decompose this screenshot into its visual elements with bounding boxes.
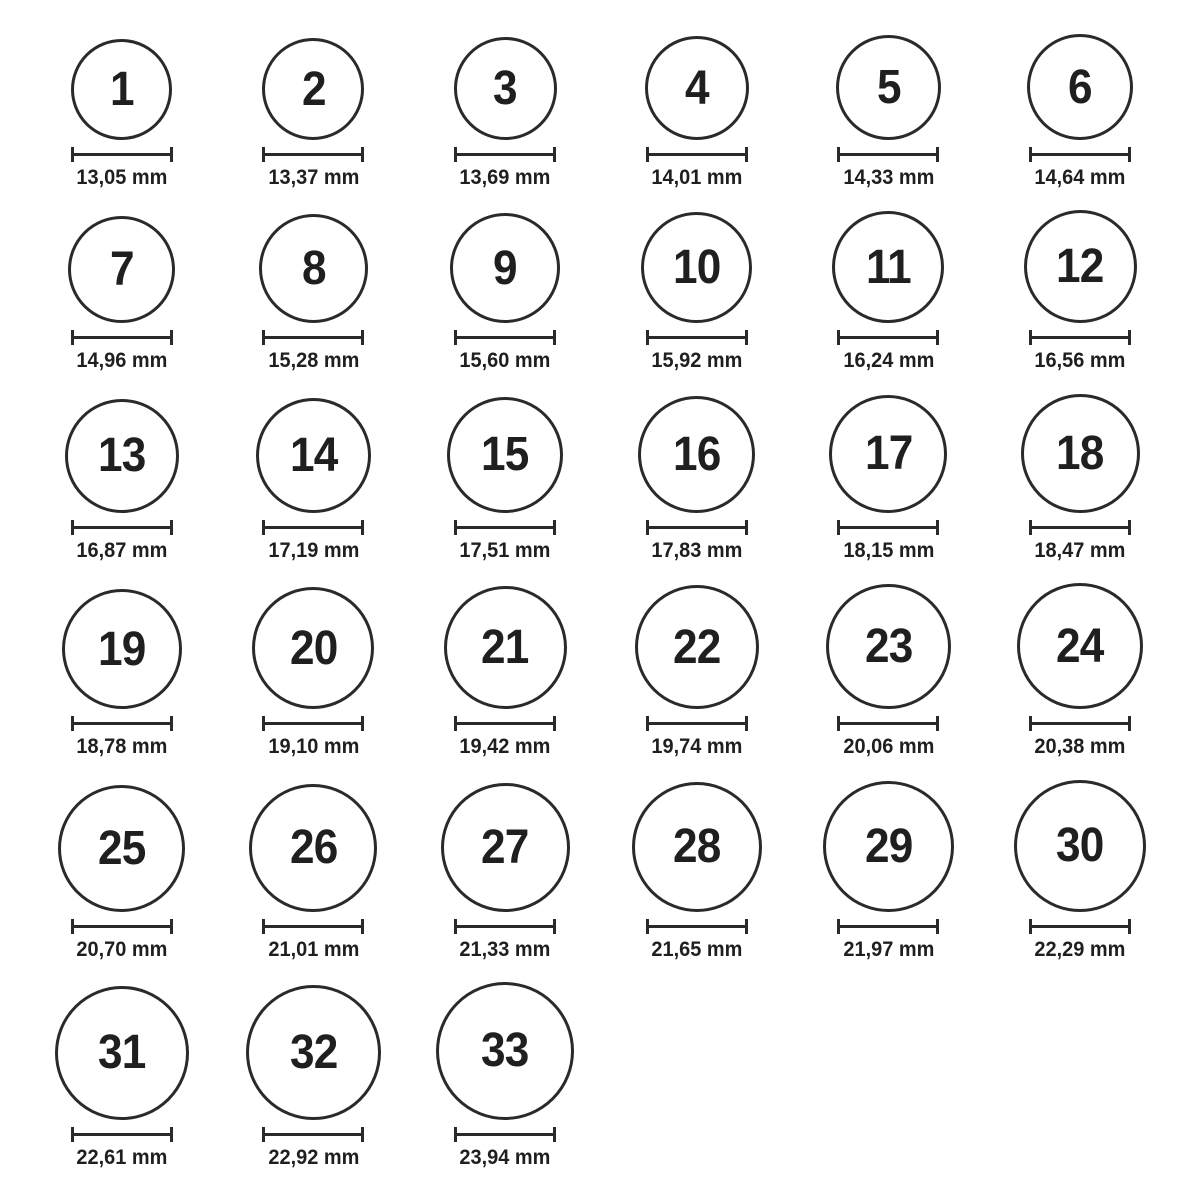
ring-circle bbox=[1014, 780, 1146, 912]
diameter-label: 17,19 mm bbox=[268, 538, 359, 562]
ring-circle bbox=[1024, 210, 1137, 323]
diameter-measure-line bbox=[262, 1127, 364, 1142]
ring-circle bbox=[829, 395, 947, 513]
ring-circle bbox=[832, 211, 944, 323]
diameter-label: 21,01 mm bbox=[268, 937, 359, 961]
ring-size-cell bbox=[601, 210, 793, 373]
ring-size-cell bbox=[26, 982, 218, 1170]
diameter-label: 13,05 mm bbox=[76, 166, 168, 189]
ring-size-number: 15 bbox=[481, 428, 529, 482]
diameter-measure-line bbox=[454, 1127, 556, 1142]
ring-size-number: 6 bbox=[1068, 60, 1092, 114]
ring-circle bbox=[259, 214, 368, 323]
ring-size-number: 29 bbox=[864, 819, 913, 873]
ring-circle bbox=[454, 37, 557, 140]
diameter-label: 21,33 mm bbox=[459, 937, 551, 961]
diameter-measure-line bbox=[646, 716, 748, 731]
ring-size-number: 32 bbox=[289, 1025, 338, 1079]
ring-size-cell bbox=[218, 982, 410, 1170]
ring-circle bbox=[645, 36, 749, 140]
ring-size-cell bbox=[26, 34, 218, 190]
ring-size-cell bbox=[793, 780, 985, 962]
ring-circle bbox=[632, 782, 762, 912]
diameter-label: 21,65 mm bbox=[651, 937, 743, 961]
chart-row bbox=[26, 394, 1176, 563]
diameter-label: 19,10 mm bbox=[268, 735, 359, 759]
ring-size-number: 20 bbox=[289, 621, 338, 675]
diameter-label: 16,56 mm bbox=[1034, 349, 1126, 373]
diameter-label: 15,60 mm bbox=[459, 349, 551, 373]
diameter-label: 23,94 mm bbox=[459, 1145, 551, 1169]
ring-circle bbox=[1021, 394, 1140, 513]
ring-size-number: 17 bbox=[864, 427, 913, 481]
ring-size-cell bbox=[26, 780, 218, 962]
ring-circle bbox=[249, 784, 377, 912]
ring-circle bbox=[62, 589, 182, 709]
chart-row bbox=[26, 780, 1176, 962]
diameter-measure-line bbox=[262, 147, 364, 162]
ring-size-cell bbox=[984, 210, 1176, 373]
chart-row bbox=[26, 210, 1176, 373]
ring-size-number: 23 bbox=[864, 620, 913, 674]
diameter-label: 21,97 mm bbox=[843, 937, 934, 961]
diameter-label: 20,06 mm bbox=[843, 735, 934, 759]
ring-circle bbox=[635, 585, 759, 709]
ring-size-cell bbox=[984, 583, 1176, 759]
ring-size-cell bbox=[409, 780, 601, 962]
diameter-label: 18,47 mm bbox=[1034, 538, 1126, 562]
diameter-label: 22,92 mm bbox=[268, 1145, 359, 1169]
diameter-label: 20,70 mm bbox=[76, 937, 168, 961]
ring-size-number: 33 bbox=[481, 1024, 529, 1078]
ring-size-number: 4 bbox=[684, 61, 709, 115]
diameter-measure-line bbox=[71, 330, 173, 345]
diameter-measure-line bbox=[837, 716, 939, 731]
diameter-measure-line bbox=[454, 716, 556, 731]
ring-size-cell bbox=[26, 583, 218, 759]
diameter-measure-line bbox=[1029, 330, 1131, 345]
diameter-measure-line bbox=[71, 520, 173, 535]
ring-size-number: 24 bbox=[1056, 619, 1104, 673]
ring-size-cell bbox=[218, 583, 410, 759]
ring-circle bbox=[441, 783, 570, 912]
diameter-label: 19,74 mm bbox=[651, 735, 743, 759]
ring-circle bbox=[252, 587, 374, 709]
diameter-label: 19,42 mm bbox=[459, 735, 551, 759]
ring-size-cell bbox=[218, 394, 410, 563]
ring-circle bbox=[450, 213, 560, 323]
diameter-label: 14,64 mm bbox=[1034, 166, 1126, 189]
diameter-label: 15,28 mm bbox=[268, 349, 359, 373]
ring-size-number: 28 bbox=[673, 820, 721, 874]
ring-size-cell bbox=[984, 780, 1176, 962]
diameter-label: 17,83 mm bbox=[651, 538, 743, 562]
diameter-label: 16,24 mm bbox=[843, 349, 934, 373]
ring-circle bbox=[436, 982, 574, 1120]
diameter-measure-line bbox=[646, 919, 748, 934]
diameter-label: 22,29 mm bbox=[1034, 937, 1126, 961]
ring-size-number: 3 bbox=[493, 62, 517, 115]
chart-row bbox=[26, 982, 1176, 1170]
ring-size-number: 14 bbox=[289, 428, 338, 482]
ring-size-number: 26 bbox=[289, 821, 338, 875]
ring-size-number: 27 bbox=[481, 820, 529, 874]
ring-size-number: 25 bbox=[98, 821, 146, 875]
diameter-measure-line bbox=[1029, 716, 1131, 731]
ring-circle bbox=[836, 35, 941, 140]
diameter-measure-line bbox=[454, 520, 556, 535]
ring-circle bbox=[262, 38, 364, 140]
diameter-measure-line bbox=[1029, 520, 1131, 535]
ring-size-cell bbox=[409, 394, 601, 563]
ring-size-number: 19 bbox=[98, 622, 146, 676]
diameter-measure-line bbox=[837, 147, 939, 162]
diameter-measure-line bbox=[454, 147, 556, 162]
ring-size-cell bbox=[409, 583, 601, 759]
diameter-measure-line bbox=[646, 147, 748, 162]
ring-size-cell bbox=[984, 34, 1176, 190]
chart-row bbox=[26, 583, 1176, 759]
ring-circle bbox=[71, 39, 172, 140]
ring-size-cell bbox=[601, 780, 793, 962]
ring-size-cell bbox=[218, 210, 410, 373]
ring-size-number: 21 bbox=[481, 621, 529, 675]
ring-circle bbox=[58, 785, 185, 912]
diameter-measure-line bbox=[71, 1127, 173, 1142]
ring-size-number: 31 bbox=[98, 1026, 146, 1080]
diameter-label: 14,01 mm bbox=[651, 166, 743, 189]
ring-size-number: 18 bbox=[1056, 426, 1104, 480]
ring-circle bbox=[447, 397, 563, 513]
diameter-measure-line bbox=[646, 330, 748, 345]
diameter-measure-line bbox=[262, 716, 364, 731]
ring-size-cell bbox=[601, 34, 793, 190]
diameter-measure-line bbox=[71, 919, 173, 934]
diameter-label: 17,51 mm bbox=[459, 538, 551, 562]
diameter-measure-line bbox=[1029, 919, 1131, 934]
diameter-measure-line bbox=[837, 520, 939, 535]
ring-size-number: 9 bbox=[493, 241, 517, 295]
ring-size-cell bbox=[409, 34, 601, 190]
diameter-label: 22,61 mm bbox=[76, 1145, 168, 1169]
diameter-label: 15,92 mm bbox=[651, 349, 743, 373]
ring-size-cell bbox=[409, 210, 601, 373]
ring-size-cell bbox=[984, 394, 1176, 563]
ring-size-cell bbox=[409, 982, 601, 1170]
diameter-label: 18,15 mm bbox=[843, 538, 934, 562]
ring-size-number: 16 bbox=[673, 427, 721, 481]
diameter-label: 16,87 mm bbox=[76, 538, 168, 562]
ring-size-cell bbox=[26, 210, 218, 373]
ring-circle bbox=[246, 985, 381, 1120]
ring-size-cell bbox=[601, 583, 793, 759]
ring-circle bbox=[638, 396, 755, 513]
diameter-measure-line bbox=[646, 520, 748, 535]
ring-size-number: 5 bbox=[876, 61, 901, 114]
ring-circle bbox=[444, 586, 567, 709]
ring-circle bbox=[256, 398, 371, 513]
ring-size-number: 13 bbox=[98, 429, 146, 483]
diameter-measure-line bbox=[262, 919, 364, 934]
chart-row bbox=[26, 34, 1176, 190]
ring-circle bbox=[641, 212, 752, 323]
diameter-measure-line bbox=[262, 520, 364, 535]
ring-size-number: 1 bbox=[109, 63, 134, 116]
ring-circle bbox=[68, 216, 175, 323]
ring-circle bbox=[823, 781, 954, 912]
ring-size-cell bbox=[793, 210, 985, 373]
ring-size-number: 30 bbox=[1056, 819, 1104, 873]
diameter-measure-line bbox=[454, 919, 556, 934]
ring-size-number: 8 bbox=[301, 242, 326, 296]
diameter-measure-line bbox=[71, 716, 173, 731]
ring-size-cell bbox=[26, 394, 218, 563]
ring-size-number: 12 bbox=[1056, 240, 1104, 294]
ring-size-cell bbox=[218, 34, 410, 190]
ring-size-cell bbox=[793, 394, 985, 563]
ring-circle bbox=[65, 399, 179, 513]
diameter-measure-line bbox=[1029, 147, 1131, 162]
diameter-measure-line bbox=[262, 330, 364, 345]
ring-size-cell bbox=[601, 394, 793, 563]
ring-size-cell bbox=[793, 34, 985, 190]
diameter-label: 14,96 mm bbox=[76, 349, 168, 373]
ring-circle bbox=[55, 986, 189, 1120]
ring-size-cell bbox=[793, 583, 985, 759]
diameter-measure-line bbox=[454, 330, 556, 345]
ring-size-number: 2 bbox=[301, 62, 326, 116]
diameter-label: 20,38 mm bbox=[1034, 735, 1126, 759]
diameter-label: 13,37 mm bbox=[268, 166, 359, 189]
diameter-label: 13,69 mm bbox=[459, 166, 551, 189]
ring-size-cell bbox=[218, 780, 410, 962]
diameter-measure-line bbox=[837, 919, 939, 934]
diameter-label: 14,33 mm bbox=[843, 166, 934, 189]
diameter-measure-line bbox=[837, 330, 939, 345]
ring-size-number: 22 bbox=[673, 620, 721, 674]
diameter-measure-line bbox=[71, 147, 173, 162]
ring-circle bbox=[826, 584, 951, 709]
ring-size-number: 10 bbox=[673, 241, 721, 295]
ring-size-number: 11 bbox=[866, 240, 911, 294]
ring-circle bbox=[1027, 34, 1133, 140]
diameter-label: 18,78 mm bbox=[76, 735, 168, 759]
ring-circle bbox=[1017, 583, 1143, 709]
ring-size-number: 7 bbox=[109, 243, 134, 297]
